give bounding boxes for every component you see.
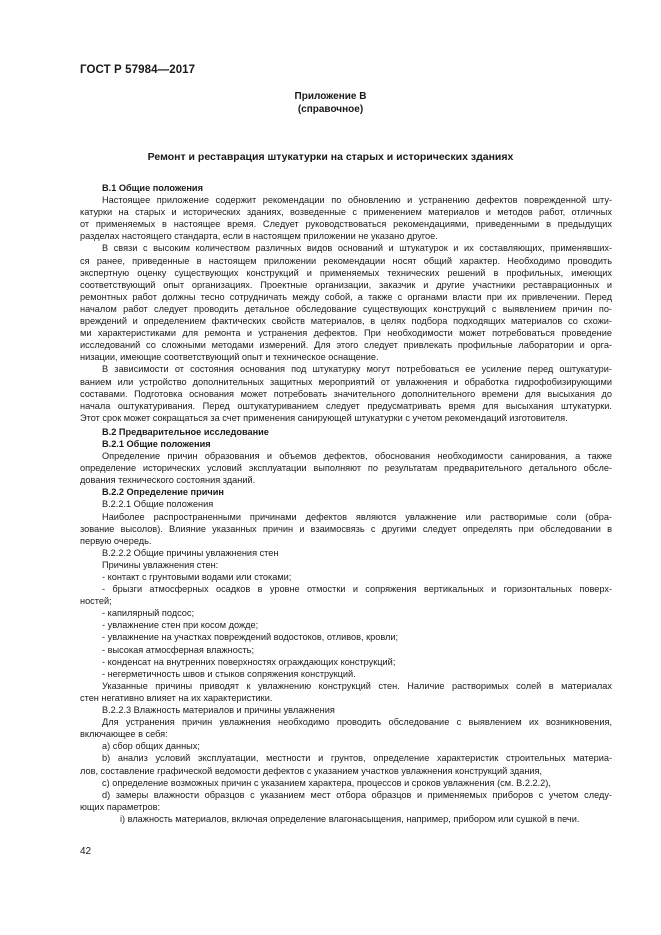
list-item: - увлажнение на участках повреждений водостоков, отливов, кровли; (102, 632, 399, 643)
list-item: - увлажнение стен при косом дожде; (102, 620, 259, 631)
paragraph-line: дования технического состояния зданий. (80, 475, 256, 486)
list-item-a: а) сбор общих данных; (102, 741, 200, 752)
appendix-title: Ремонт и реставрация штукатурки на старых и исторических зданиях (147, 151, 514, 163)
section-heading: В.1 Общие положения (102, 183, 203, 193)
paragraph-line: ремонтных работ должны тесно сотрудничать между собой, а также с органами власти при их привлечении. Перед (80, 291, 612, 302)
paragraph-line: Определение причин образования и объемов дефектов, обоснования необходимости санирования, а также (102, 451, 612, 462)
paragraph-line: экспертную оценку существующих конструкций и применяемых технических решений в профильных, имеющих (80, 267, 612, 278)
paragraph-line: началом работ следует проводить детальное обследование существующих конструкций с выявлением причин по- (80, 303, 612, 314)
clause-heading: В.2.2.1 Общие положения (102, 499, 214, 510)
section-heading: В.2 Предварительное исследование (102, 426, 269, 437)
list-intro: Причины увлажнения стен: (102, 559, 219, 570)
paragraph-line: В зависимости от состояния основания под штукатурку могут потребоваться ее усиление перед оштукатури- (102, 364, 612, 375)
list-item: - негерметичность швов и стыков сопряжения конструкций. (102, 668, 356, 679)
paragraph-line: Указанные причины приводят к увлажнению конструкций стен. Наличие растворимых солей в материалах (102, 680, 612, 691)
paragraph-line: первую очередь. (80, 535, 152, 546)
paragraph-line: стен негативно влияет на их характеристики. (80, 692, 273, 703)
appendix-label: Приложение В (294, 91, 367, 102)
list-item-d-continuation: ющих параметров: (80, 801, 161, 812)
paragraph-line: вреждений и определением фактических свойств материалов, в целях подбора подходящих материалов со схожи- (80, 316, 612, 327)
list-item: - капилярный подсос; (102, 608, 195, 619)
list-item-b-continuation: лов, составление графической ведомости дефектов с указанием участков увлажнения конструкций здания, (80, 765, 543, 776)
appendix-kind: (справочное) (297, 104, 364, 115)
paragraph-line: исследований со сложными методами измерений. Для этого следует привлекать профильные лаборатории и орга- (80, 340, 612, 351)
list-item-b: b) анализ условий эксплуатации, местности и грунтов, определение характеристик строительных материа- (102, 753, 612, 764)
subsection-heading: В.2.2 Определение причин (102, 487, 224, 498)
clause-heading: В.2.2.2 Общие причины увлажнения стен (102, 547, 279, 558)
paragraph-line: составами. Подготовка основания может потребовать значительного дополнительного времени для высыхания до (80, 388, 612, 399)
paragraph-line: Наиболее распространенными причинами дефектов являются увлажнение или растворимые соли (обра- (102, 511, 612, 522)
paragraph-line: ми характеристиками для ремонта и устранения дефектов. При необходимости может потребоваться проведение (80, 328, 612, 339)
paragraph-line: определение исторических условий эксплуатации выполняют по результатам предварительного детального обсле- (80, 463, 612, 474)
paragraph-line: ся ранее, приведенные в настоящем приложении рекомендации носят общий характер. Необходимо проводить (80, 255, 612, 266)
list-item-continuation: ностей; (80, 596, 112, 607)
subsection-heading: В.2.1 Общие положения (102, 438, 211, 449)
paragraph-line: Этот срок может сокращаться за счет применения санирующей штукатурки с учетом рекомендаций изготовителя. (80, 412, 568, 423)
list-item: - контакт с грунтовыми водами или стоками; (102, 572, 292, 582)
paragraph-line: включающее в себя: (80, 729, 168, 740)
list-item-c: с) определение возможных причин с указанием характера, процессов и сроков увлажнения (см. В.2.2.2), (102, 777, 551, 788)
list-item-d: d) замеры влажности образцов с указанием мест отбора образцов и применяемых приборов с учетом следу- (102, 789, 612, 800)
list-item: - высокая атмосферная влажность; (102, 644, 254, 655)
list-item: - конденсат на внутренних поверхностях ограждающих конструкций; (102, 656, 396, 667)
paragraph-line: соответствующий опыт организациях. Проектные организации, заказчик и другие участники реставрационных и (80, 279, 612, 290)
list-item-i: i) влажность материалов, включая определение влагонасыщения, например, прибором или сушкой в печи. (120, 813, 580, 824)
paragraph-line: Для устранения причин увлажнения необходимо проводить обследование с выявлением их возникновения, (102, 717, 612, 728)
paragraph-line: низации, имеющие соответствующий опыт и техническое оснащение. (80, 352, 379, 363)
paragraph-line: катурки на старых и исторических зданиях, возведенные с применением материалов и методов работ, отличных (80, 207, 612, 218)
paragraph-line: Настоящее приложение содержит рекомендации по обновлению и устранению дефектов поврежденной шту- (102, 195, 612, 206)
paragraph-line: разделах настоящего стандарта, если в настоящем приложении не указано другое. (80, 231, 438, 242)
standard-header: ГОСТ Р 57984—2017 (80, 64, 196, 76)
document-body (80, 182, 612, 825)
paragraph-line: начала оштукатуривания. Перед оштукатуриванием следует предусматривать время для высыхания штукатурки. (80, 400, 612, 411)
paragraph-line: от применяемых в настоящее время. Следует руководствоваться рекомендациями, приведенными в предыдущих (80, 219, 612, 230)
page-number: 42 (80, 846, 92, 857)
paragraph-line: В связи с высоким количеством различных видов оснований и штукатурок и их составляющих, применявших- (102, 243, 612, 254)
clause-heading: В.2.2.3 Влажность материалов и причины увлажнения (102, 705, 335, 716)
paragraph-line: зование высолов). Влияние указанных причин и взаимосвязь с другими следует определять при обследовании в (80, 523, 612, 534)
list-item: - брызги атмосферных осадков в уровне отмостки и сопряжения вертикальных и горизонтальных поверх- (102, 584, 612, 595)
paragraph-line: ванием или устройство дополнительных защитных мероприятий от увлажнения и обработка гидрофобизирующими (80, 376, 612, 387)
